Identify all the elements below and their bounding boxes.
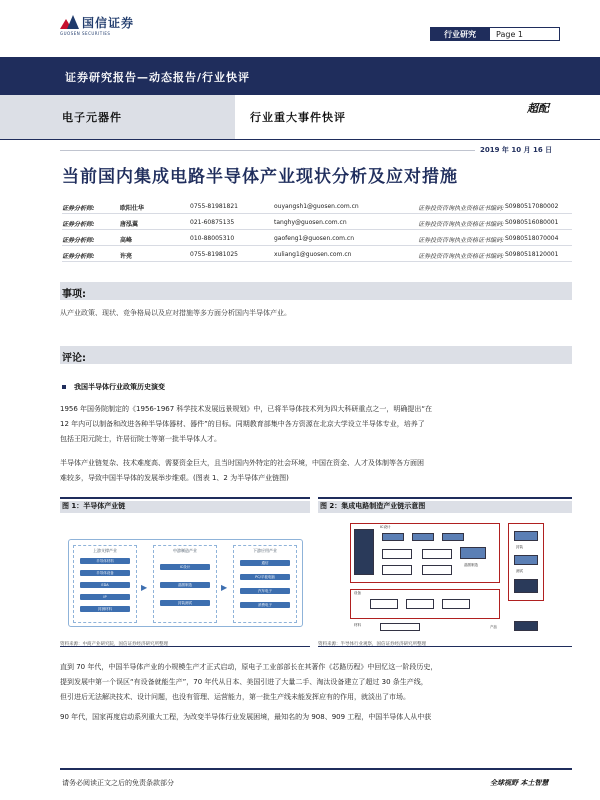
logo-subtitle: GUOSEN SECURITIES — [60, 31, 111, 36]
paragraph-line: 包括王阳元院士，许居衍院士等第一批半导体人才。 — [60, 435, 221, 443]
analyst-phone: 010-88005310 — [190, 235, 235, 242]
analyst-cert-code: S0980518070004 — [505, 235, 559, 242]
report-date: 2019 年 10 月 16 日 — [480, 146, 553, 154]
chain-box-label: 封装测试 — [178, 601, 192, 605]
diagram-block — [460, 547, 486, 559]
figure-1 — [60, 497, 310, 647]
diagram-block — [514, 531, 538, 541]
report-tag-label: 行业研究 — [430, 27, 490, 41]
report-tag — [430, 27, 560, 41]
diagram-block — [514, 621, 538, 631]
diagram-block — [354, 529, 374, 575]
figure-2-title: 图 2：集成电路制造产业链示意图 — [318, 501, 572, 513]
paragraph-line: 1956 年国务院制定的《1956-1967 科学技术发展远景规划》中，已将半导体技术列为四大科研重点之一，明确提出“在 — [60, 405, 433, 413]
analyst-cert-label: 证券投资咨询执业资格证书编码: — [418, 221, 505, 228]
upstream-column — [73, 545, 137, 623]
analyst-row — [62, 230, 572, 246]
chain-box-label: 消费电子 — [258, 603, 272, 607]
analyst-role: 证券分析师: — [62, 205, 95, 212]
comment-title: 评论: — [62, 353, 86, 364]
analyst-cert-code: S0980518120001 — [505, 251, 559, 258]
analyst-name: 欧阳仕华 — [120, 205, 145, 212]
analyst-role: 证券分析师: — [62, 253, 95, 260]
industry-name: 电子元器件 — [62, 111, 122, 124]
column-caption: 下游应用产业 — [253, 548, 277, 553]
diagram-block — [406, 599, 434, 609]
analyst-table — [62, 198, 572, 262]
analyst-phone: 0755-81981025 — [190, 251, 238, 258]
diagram-label: 测试 — [516, 569, 523, 573]
square-bullet-icon — [62, 385, 66, 389]
logo-icon — [60, 15, 78, 31]
chain-box-label: IC设计 — [179, 565, 191, 569]
analyst-row — [62, 214, 572, 230]
disclaimer-notice: 请务必阅读正文之后的免责条款部分 — [62, 779, 174, 787]
analyst-row — [62, 246, 572, 262]
chain-box — [80, 558, 130, 564]
chain-box-label: IP — [103, 595, 107, 599]
arrow-right-icon: ▶ — [141, 583, 148, 592]
events-title: 事项: — [62, 289, 86, 300]
analyst-cert-code: S0980517080002 — [505, 203, 559, 210]
diagram-block — [382, 565, 412, 575]
category-bar — [0, 95, 600, 140]
downstream-column — [233, 545, 297, 623]
diagram-block — [382, 533, 404, 541]
rating: 超配 — [527, 102, 549, 115]
analyst-phone: 0755-81981821 — [190, 203, 238, 210]
diagram-block — [514, 579, 538, 593]
events-section-header — [60, 282, 572, 300]
analyst-cert-label: 证券投资咨询执业资格证书编码: — [418, 205, 505, 212]
chain-box — [80, 594, 130, 600]
manufacturing-chain-diagram — [340, 521, 548, 636]
diagram-block — [442, 599, 470, 609]
report-banner — [0, 57, 600, 95]
chain-box — [240, 588, 290, 594]
industry-panel — [0, 95, 235, 139]
paragraph-line: 难较多，导致中国半导体的发展举步维艰。(图表 1、2 为半导体产业链图) — [60, 474, 289, 482]
paragraph — [60, 402, 572, 447]
column-caption: 上游支撑产业 — [93, 548, 117, 553]
diagram-label: 材料 — [354, 623, 361, 627]
analyst-cert-label: 证券投资咨询执业资格证书编码: — [418, 237, 505, 244]
analyst-name: 高峰 — [120, 237, 133, 244]
page-number: Page 1 — [490, 27, 560, 41]
diagram-block — [380, 623, 420, 631]
paragraph-line: 12 年内可以制备和改进各种半导体器材、器件”的目标。同期教育部集中各方资源在北京大学设立半导体专业，培养了 — [60, 420, 425, 428]
diagram-block — [514, 555, 538, 565]
analyst-name: 许亮 — [120, 253, 133, 260]
chain-box-label: 汽车电子 — [258, 589, 272, 593]
paragraph-line: 提到发展中第一个误区“有设备就能生产”，70 年代从日本、美国引进了大量二手、淘汰设备建立了超过 30 条生产线， — [60, 678, 428, 686]
diagram-label: 封装 — [516, 545, 523, 549]
chain-box-label: 通信 — [261, 561, 269, 565]
analyst-row — [62, 198, 572, 214]
paragraph-line: 半导体产业链复杂、技术难度高、需要资金巨大，且当时国内外特定的社会环境，中国在资金、人才及体制等各方面困 — [60, 459, 424, 467]
diagram-block — [412, 533, 434, 541]
chain-box-label: 半导体材料 — [96, 559, 114, 563]
midstream-column — [153, 545, 217, 623]
chain-box-label: PC/平板电脑 — [255, 575, 275, 579]
page-title: 当前国内集成电路半导体产业现状分析及应对措施 — [62, 167, 458, 187]
analyst-phone: 021-60875135 — [190, 219, 235, 226]
diagram-block — [382, 549, 412, 559]
events-text: 从产业政策、现状、竞争格局以及应对措施等多方面分析国内半导体产业。 — [60, 309, 291, 317]
analyst-cert-label: 证券投资咨询执业资格证书编码: — [418, 253, 505, 260]
logo-text: 国信证券 — [82, 16, 135, 30]
paragraph — [60, 660, 572, 705]
chain-box — [160, 564, 210, 570]
paragraph — [60, 710, 572, 725]
diagram-block — [422, 549, 452, 559]
analyst-email[interactable]: tanghy@guosen.com.cn — [274, 219, 347, 226]
paragraph — [60, 456, 572, 486]
diagram-block — [442, 533, 464, 541]
diagram-block — [370, 599, 398, 609]
figure-2 — [318, 497, 572, 647]
bullet-heading-text: 我国半导体行业政策历史演变 — [74, 383, 165, 391]
paragraph-line: 直到 70 年代，中国半导体产业的小规模生产才正式启动，原电子工业部部长在其著作《芯路历程》中回忆这一阶段历史， — [60, 663, 438, 671]
chain-box-label: 封测材料 — [98, 607, 112, 611]
figure-2-source: 资料来源：半导体行业观察，国信证券经济研究所整理 — [318, 642, 426, 647]
diagram-label: IC设计 — [380, 525, 391, 529]
diagram-label: 晶圆制造 — [464, 563, 478, 567]
paragraph-line: 90 年代，国家再度启动系列重大工程，为改变半导体行业发展困境，最知名的为 908、909 工程，中国半导体人从中获 — [60, 713, 432, 721]
analyst-email[interactable]: ouyangsh1@guosen.com.cn — [274, 203, 359, 210]
chain-box-label: EDA — [101, 583, 109, 587]
chain-box — [240, 574, 290, 580]
figure-1-title: 图 1：半导体产业链 — [60, 501, 310, 513]
analyst-cert-code: S0980516080001 — [505, 219, 559, 226]
paragraph-line: 但引进后无法解决技术、设计问题，也没有管理、运营能力，第一批生产线未能发挥应有的作用，就淡出了市场。 — [60, 693, 410, 701]
analyst-name: 唐泓翼 — [120, 221, 139, 228]
diagram-block — [422, 565, 452, 575]
date-divider — [60, 150, 475, 151]
analyst-email[interactable]: xuliang1@guosen.com.cn — [274, 251, 352, 258]
top-bar — [0, 0, 600, 40]
chain-box — [80, 582, 130, 588]
analyst-role: 证券分析师: — [62, 221, 95, 228]
report-type: 行业重大事件快评 — [250, 111, 346, 124]
chain-box — [80, 570, 130, 576]
footer-divider — [60, 768, 572, 770]
figure-1-source: 资料来源：中商产业研究院，国信证券经济研究所整理 — [60, 642, 168, 647]
arrow-right-icon: ▶ — [221, 583, 228, 592]
analyst-email[interactable]: gaofeng1@guosen.com.cn — [274, 235, 355, 242]
chain-box — [160, 600, 210, 606]
column-caption: 中游制造产业 — [173, 548, 197, 553]
diagram-label: 设备 — [354, 591, 361, 595]
chain-box — [160, 582, 210, 588]
chain-box-label: 半导体设备 — [96, 571, 114, 575]
footer-slogan: 全球视野 本土智慧 — [490, 779, 549, 787]
comment-section-header — [60, 346, 572, 364]
bullet-heading — [62, 382, 165, 392]
industry-chain-diagram — [68, 539, 303, 627]
banner-text: 证券研究报告—动态报告/行业快评 — [65, 71, 251, 84]
analyst-role: 证券分析师: — [62, 237, 95, 244]
chain-box — [240, 602, 290, 608]
chain-box — [240, 560, 290, 566]
company-logo — [60, 14, 134, 31]
chain-box-label: 晶圆制造 — [178, 583, 192, 587]
chain-box — [80, 606, 130, 612]
diagram-label: 产品 — [490, 625, 497, 629]
